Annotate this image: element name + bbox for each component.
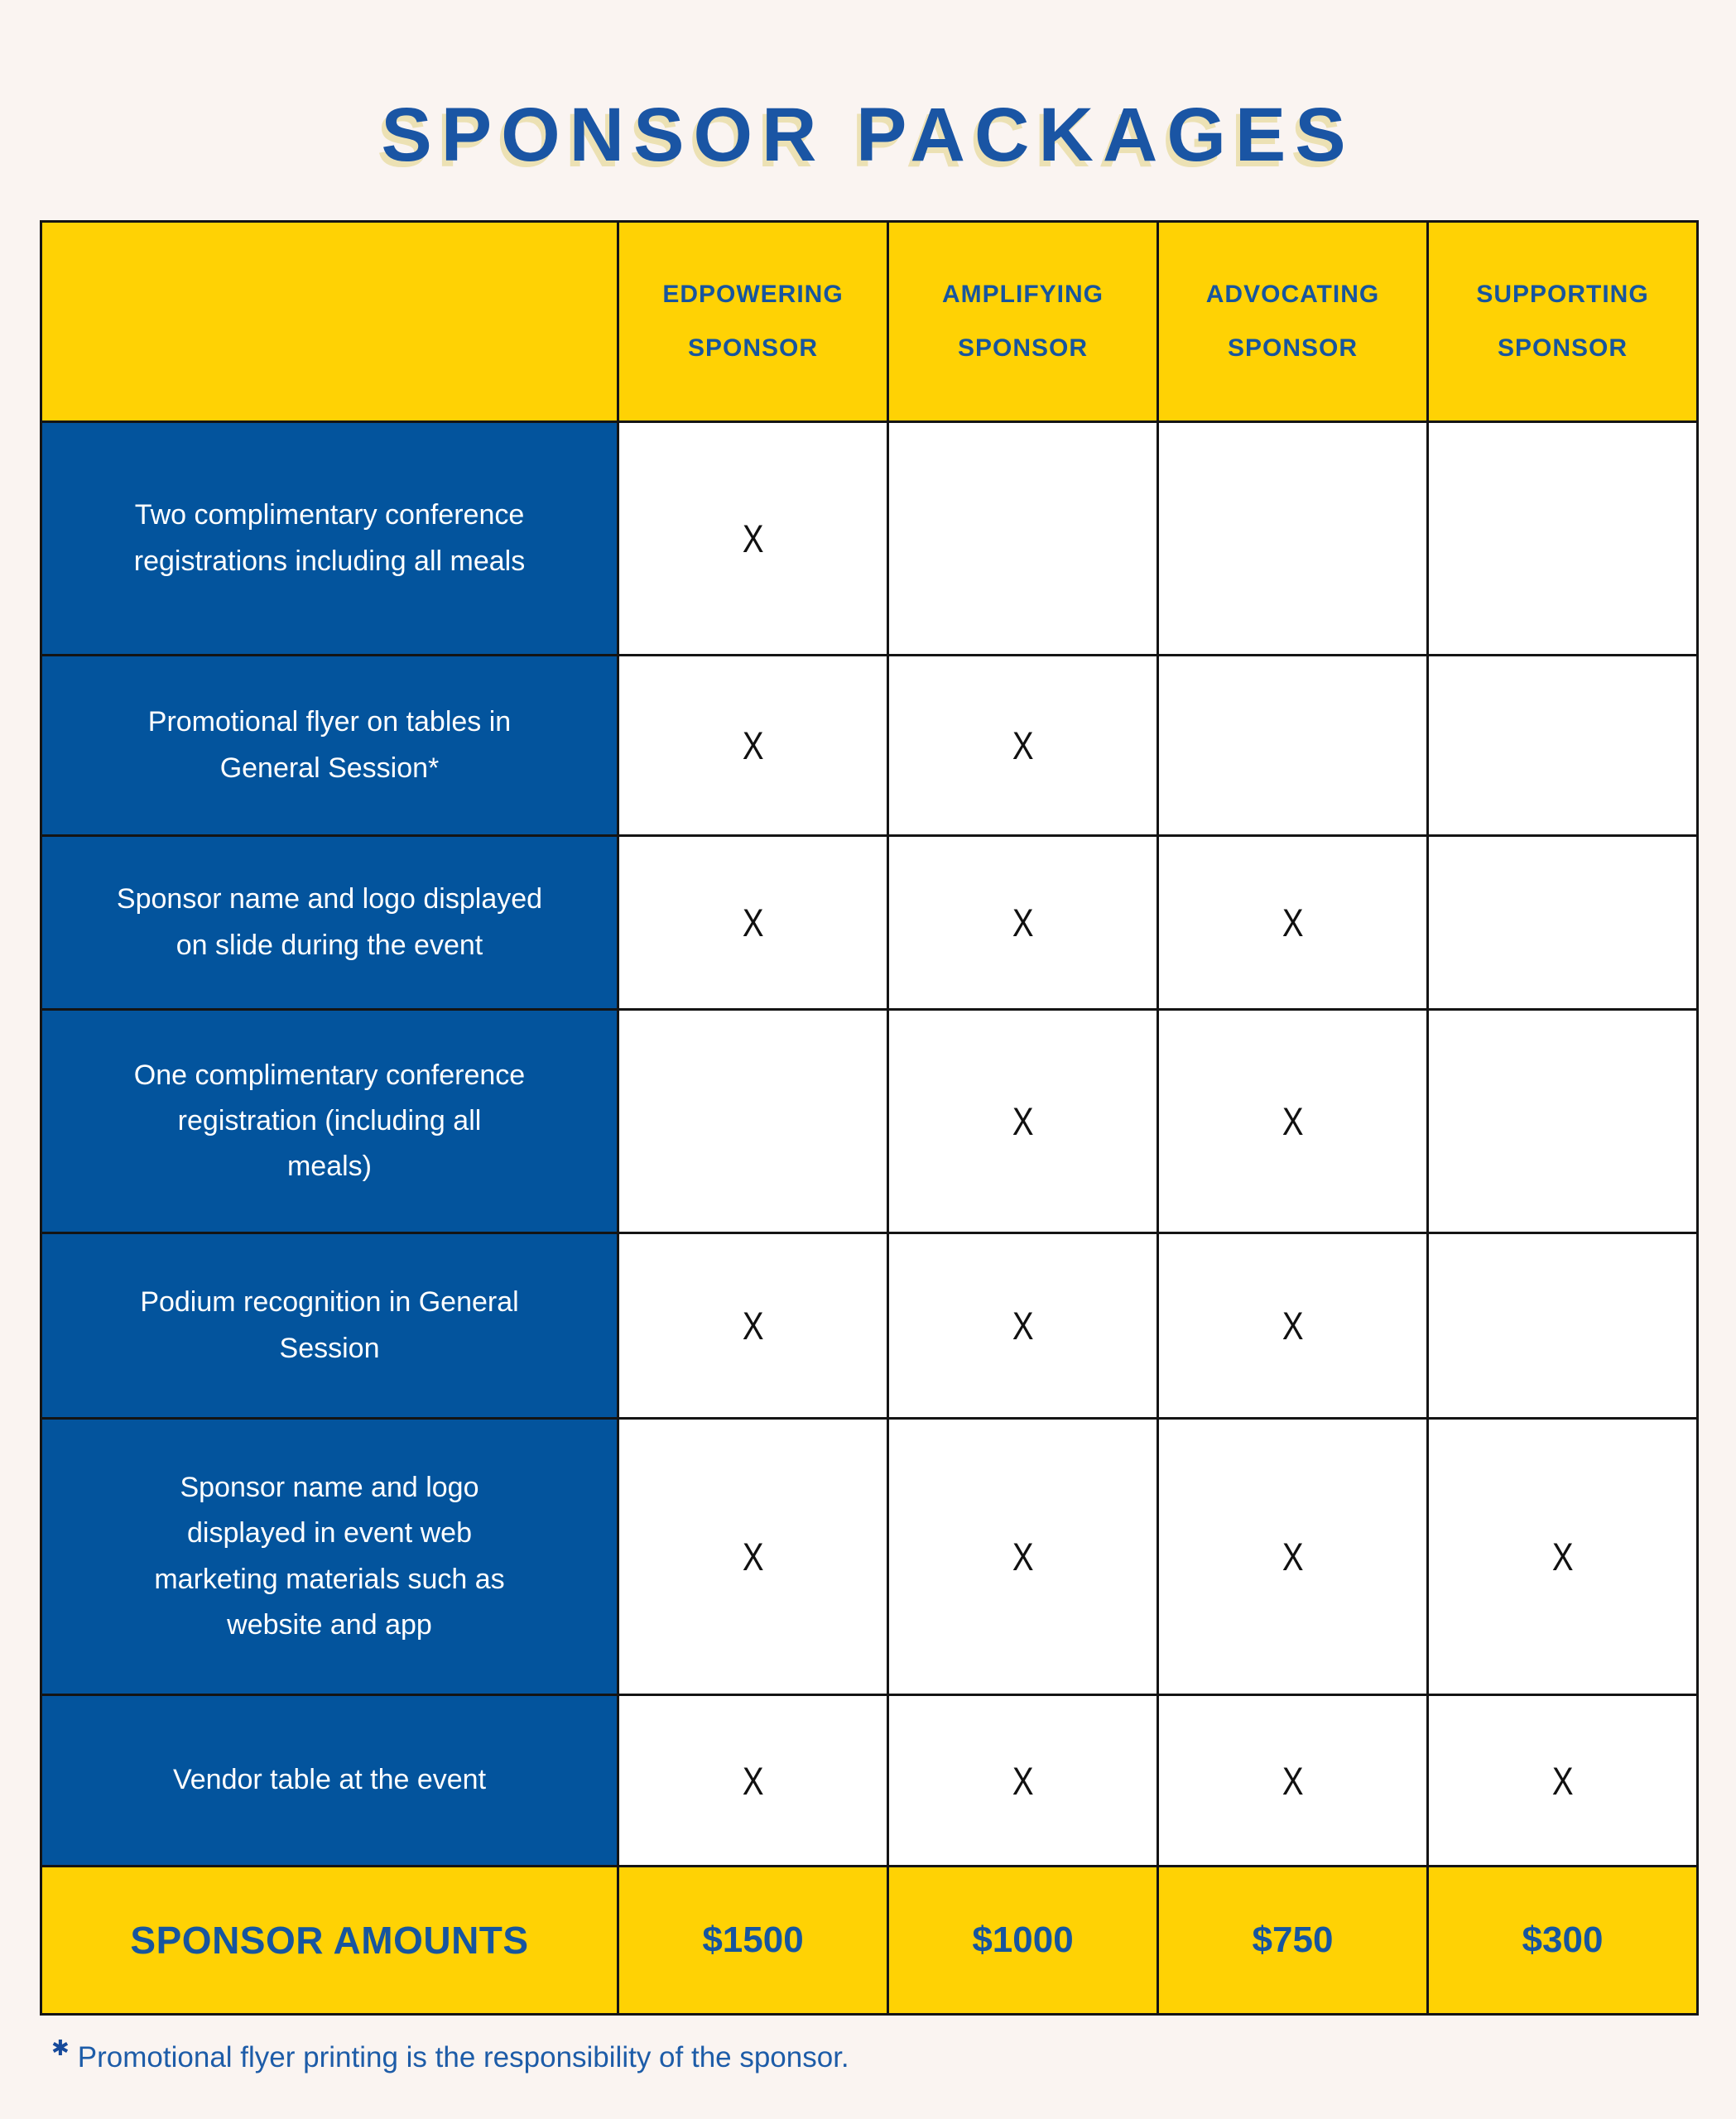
mark-cell: [1428, 656, 1698, 836]
x-mark: X: [1282, 1535, 1304, 1578]
x-mark: X: [1282, 1099, 1304, 1143]
amounts-row-label: SPONSOR AMOUNTS: [41, 1867, 618, 2015]
table-row: [41, 1695, 1698, 1867]
benefit-label: Two complimentary conference registrations including all meals: [41, 422, 618, 656]
table-row: [41, 836, 1698, 1010]
x-mark: X: [1282, 901, 1304, 944]
mark-cell: [618, 1695, 888, 1867]
asterisk-icon: ✱: [51, 2035, 70, 2060]
mark-cell: [1158, 1010, 1428, 1233]
mark-cell: [618, 422, 888, 656]
mark-cell: [888, 1233, 1158, 1419]
table-row: [41, 1010, 1698, 1233]
x-mark: X: [742, 1535, 764, 1578]
mark-cell: [1428, 422, 1698, 656]
mark-cell: [888, 1419, 1158, 1695]
x-mark: X: [1551, 1535, 1574, 1578]
mark-cell: [618, 836, 888, 1010]
page-title: SPONSOR PACKAGES: [381, 92, 1355, 177]
amount-amplifying: $1000: [888, 1867, 1158, 2015]
benefit-label: Promotional flyer on tables in General Session*: [41, 656, 618, 836]
mark-cell: [618, 656, 888, 836]
table-row: [41, 1233, 1698, 1419]
mark-cell: [618, 1010, 888, 1233]
mark-cell: [1158, 1695, 1428, 1867]
mark-cell: [1158, 836, 1428, 1010]
header-row: [41, 222, 1698, 422]
x-mark: X: [1282, 1758, 1304, 1803]
column-header-supporting: SUPPORTING SPONSOR: [1428, 222, 1698, 422]
footnote-text: Promotional flyer printing is the responsibility of the sponsor.: [77, 2041, 849, 2073]
x-mark: X: [1012, 1099, 1034, 1143]
amount-supporting: $300: [1428, 1867, 1698, 2015]
mark-cell: [1428, 1010, 1698, 1233]
mark-cell: [888, 656, 1158, 836]
title-area: [0, 25, 1736, 245]
table-row: [41, 422, 1698, 656]
benefit-label: One complimentary conference registration (including all meals): [41, 1010, 618, 1233]
column-header-amplifying: AMPLIFYING SPONSOR: [888, 222, 1158, 422]
x-mark: X: [1012, 723, 1034, 767]
x-mark: X: [742, 517, 764, 560]
mark-cell: [1158, 1419, 1428, 1695]
benefit-label: Vendor table at the event: [41, 1695, 618, 1867]
x-mark: X: [742, 1758, 764, 1803]
benefit-label: Sponsor name and logo displayed on slide during the event: [41, 836, 618, 1010]
mark-cell: [1428, 1419, 1698, 1695]
mark-cell: [1428, 1695, 1698, 1867]
x-mark: X: [1551, 1758, 1574, 1803]
x-mark: X: [1012, 1304, 1034, 1348]
mark-cell: [888, 1695, 1158, 1867]
mark-cell: [1428, 836, 1698, 1010]
column-header-advocating: ADVOCATING SPONSOR: [1158, 222, 1428, 422]
x-mark: X: [1012, 901, 1034, 944]
mark-cell: [888, 1010, 1158, 1233]
amount-edpowering: $1500: [618, 1867, 888, 2015]
mark-cell: [1428, 1233, 1698, 1419]
mark-cell: [1158, 656, 1428, 836]
amount-advocating: $750: [1158, 1867, 1428, 2015]
x-mark: X: [1282, 1304, 1304, 1348]
x-mark: X: [742, 901, 764, 944]
benefit-label: Sponsor name and logo displayed in event web marketing materials such as website and app: [41, 1419, 618, 1695]
sponsor-packages-table: [40, 220, 1699, 2016]
mark-cell: [888, 836, 1158, 1010]
benefit-label: Podium recognition in General Session: [41, 1233, 618, 1419]
mark-cell: [888, 422, 1158, 656]
x-mark: X: [742, 723, 764, 767]
mark-cell: [618, 1233, 888, 1419]
amounts-row: [41, 1867, 1698, 2015]
table-row: [41, 1419, 1698, 1695]
mark-cell: [1158, 422, 1428, 656]
table-row: [41, 656, 1698, 836]
mark-cell: [618, 1419, 888, 1695]
x-mark: X: [1012, 1758, 1034, 1803]
x-mark: X: [742, 1304, 764, 1348]
header-corner-cell: [41, 222, 618, 422]
column-header-edpowering: EDPOWERING SPONSOR: [618, 222, 888, 422]
mark-cell: [1158, 1233, 1428, 1419]
x-mark: X: [1012, 1535, 1034, 1578]
footnote: [51, 2035, 849, 2076]
